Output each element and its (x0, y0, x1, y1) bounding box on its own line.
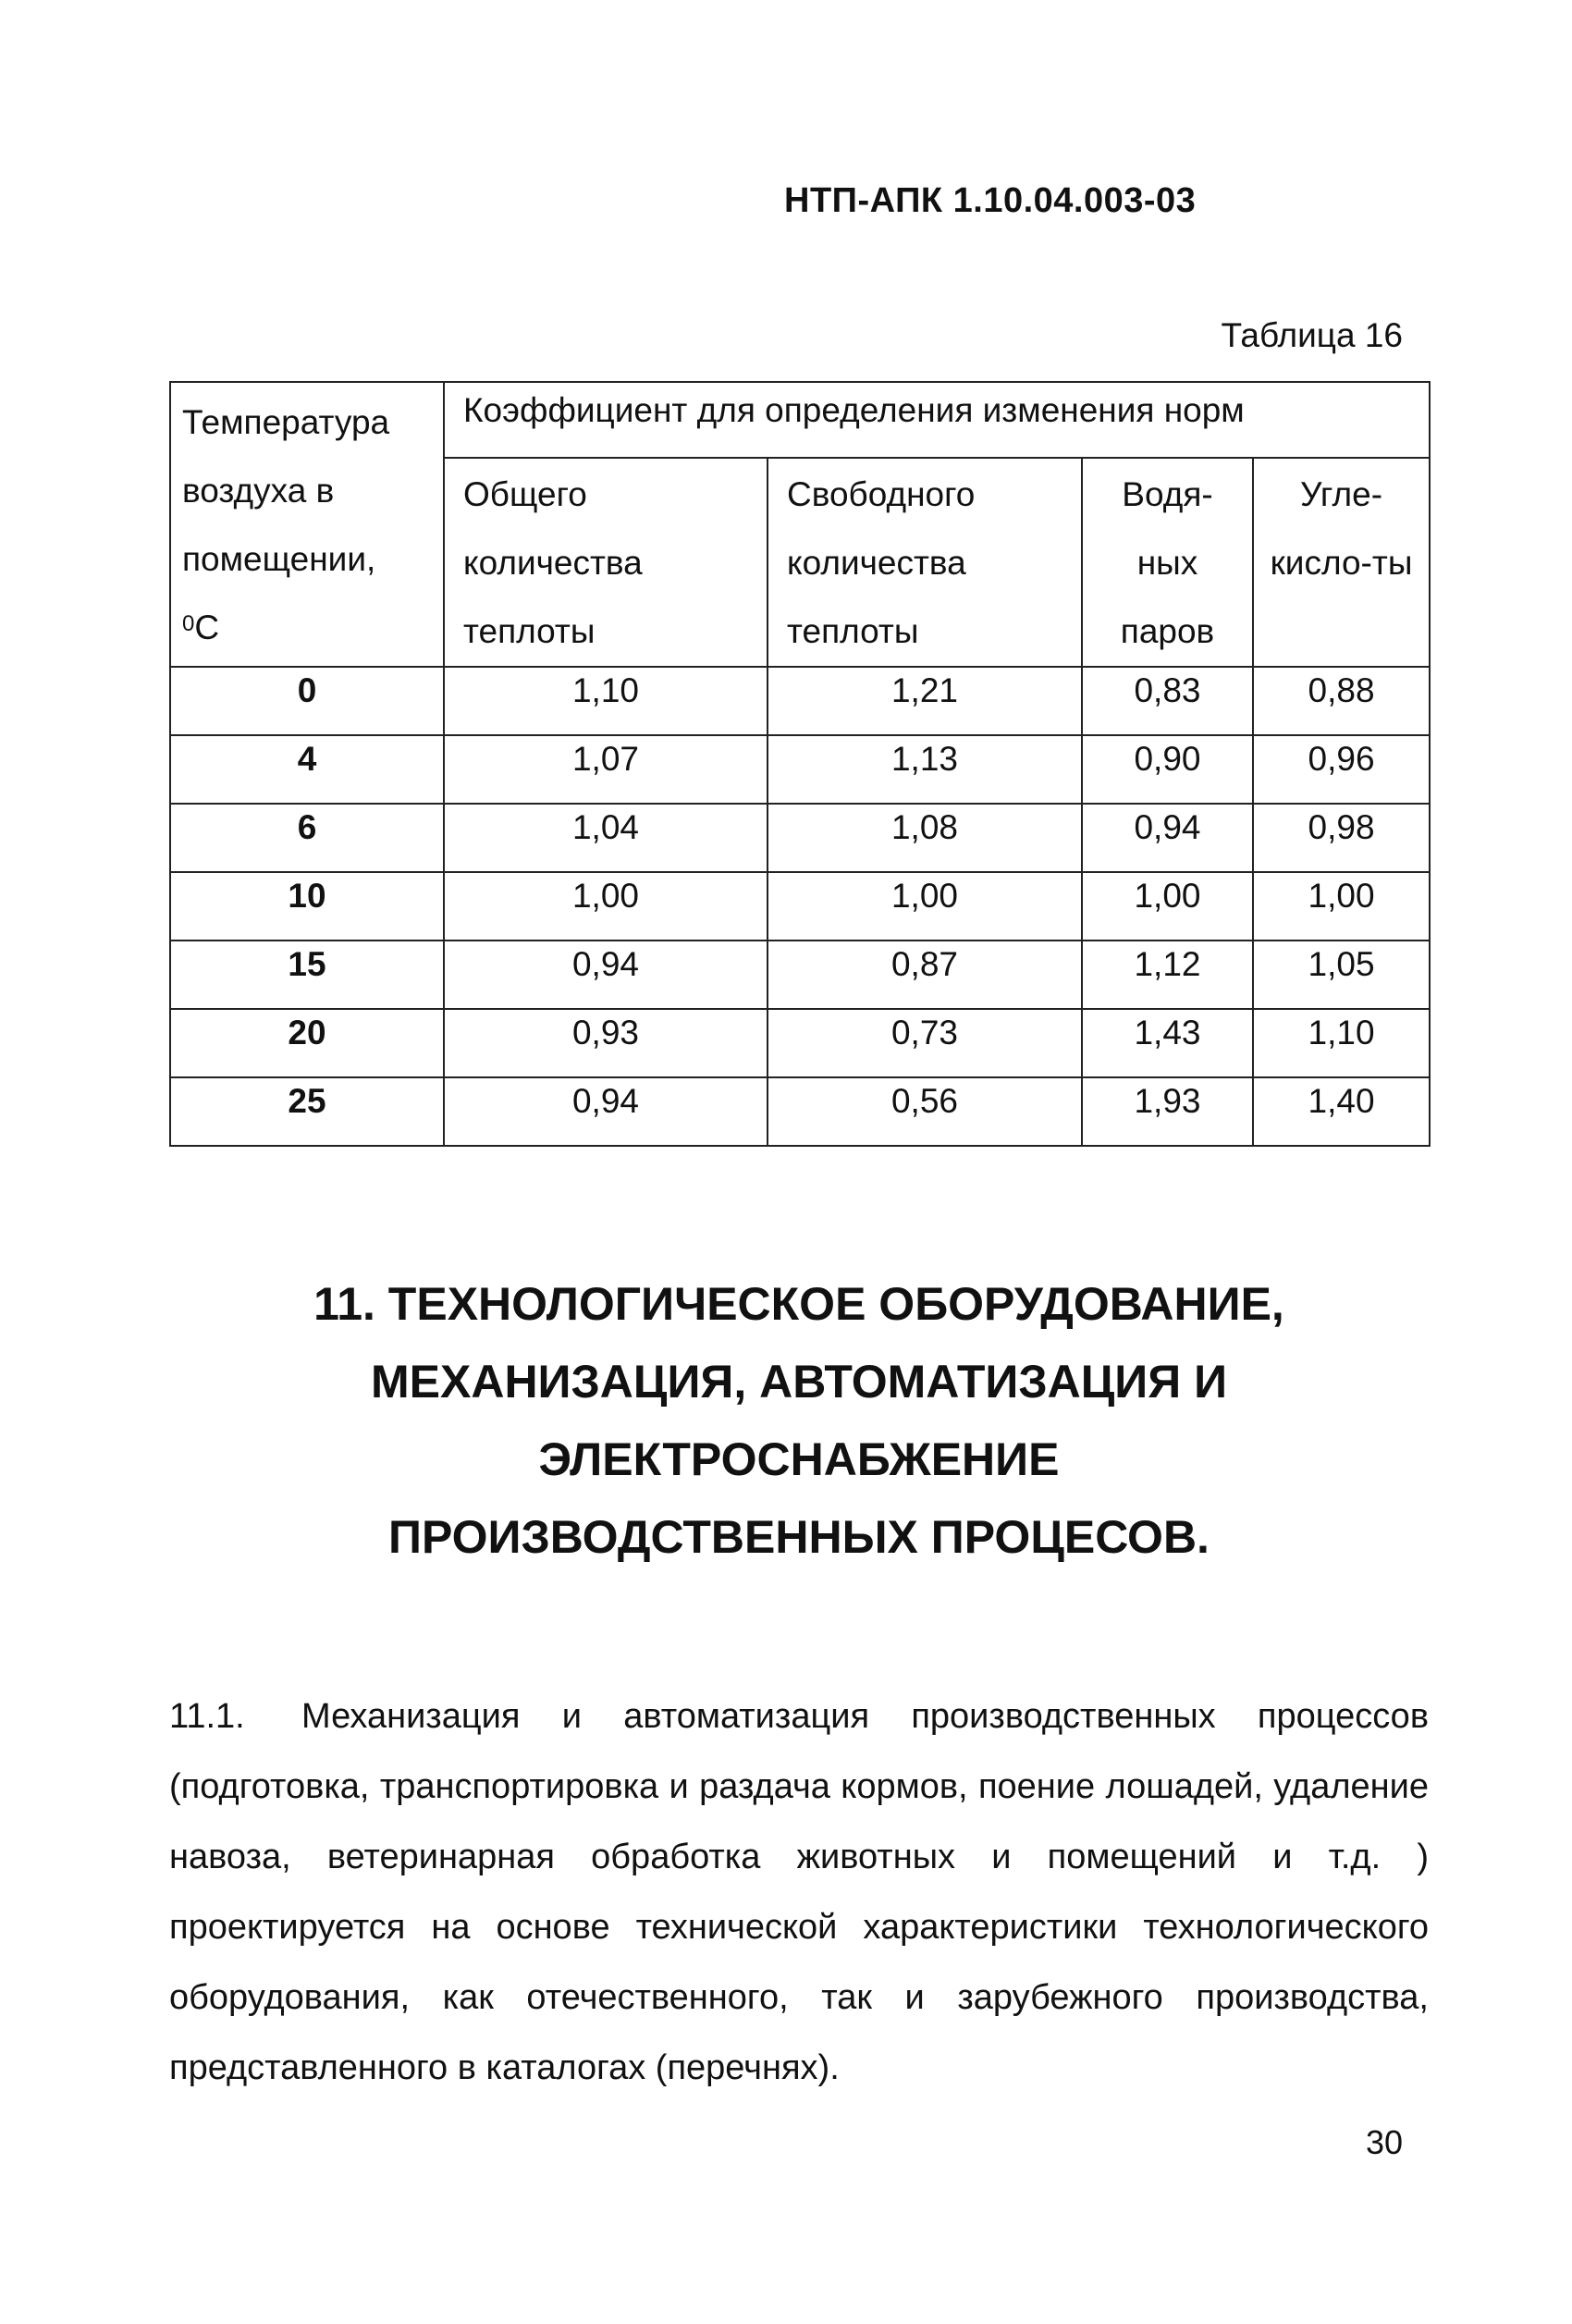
temperature-cell: 15 (170, 941, 444, 1009)
table-row (170, 735, 1430, 804)
total-heat-cell: 1,00 (444, 872, 768, 941)
coefficient-group-header: Коэффициент для определения изменения норм (444, 382, 1430, 458)
carbon-dioxide-cell: 0,88 (1253, 667, 1430, 735)
subheader-water-vapor: Водя-ных паров (1082, 458, 1253, 667)
carbon-dioxide-cell: 1,00 (1253, 872, 1430, 941)
degree-superscript: 0 (182, 611, 195, 636)
section-title-line: ПРОИЗВОДСТВЕННЫХ ПРОЦЕСОВ. (388, 1511, 1210, 1563)
free-heat-cell: 0,87 (768, 941, 1082, 1009)
free-heat-cell: 1,21 (768, 667, 1082, 735)
subheader-carbon-dioxide: Угле-кисло-ты (1253, 458, 1430, 667)
section-title (169, 1265, 1429, 1576)
carbon-dioxide-cell: 1,05 (1253, 941, 1430, 1009)
total-heat-cell: 0,94 (444, 1077, 768, 1146)
celsius-unit: С (194, 609, 220, 646)
water-vapor-cell: 0,94 (1082, 804, 1253, 872)
total-heat-cell: 0,93 (444, 1009, 768, 1077)
free-heat-cell: 1,13 (768, 735, 1082, 804)
temperature-cell: 6 (170, 804, 444, 872)
paragraph-11-1 (169, 1681, 1429, 2103)
page-number: 30 (1365, 2123, 1403, 2161)
water-vapor-cell: 1,00 (1082, 872, 1253, 941)
temperature-cell: 25 (170, 1077, 444, 1146)
subheader-total-heat: Общего количества теплоты (444, 458, 768, 667)
free-heat-cell: 0,56 (768, 1077, 1082, 1146)
water-vapor-cell: 1,93 (1082, 1077, 1253, 1146)
table-row (170, 667, 1430, 735)
carbon-dioxide-cell: 1,40 (1253, 1077, 1430, 1146)
total-heat-cell: 1,07 (444, 735, 768, 804)
carbon-dioxide-cell: 0,98 (1253, 804, 1430, 872)
free-heat-cell: 1,00 (768, 872, 1082, 941)
water-vapor-cell: 1,12 (1082, 941, 1253, 1009)
coefficients-table (169, 381, 1431, 1147)
temperature-cell: 20 (170, 1009, 444, 1077)
paragraph-number: 11.1. (169, 1697, 245, 1736)
free-heat-cell: 1,08 (768, 804, 1082, 872)
section-title-line: МЕХАНИЗАЦИЯ, АВТОМАТИЗАЦИЯ И (370, 1356, 1228, 1408)
table-row (170, 941, 1430, 1009)
temperature-column-header: Температура воздуха в помещении, $^0$С (170, 382, 444, 667)
water-vapor-cell: 0,90 (1082, 735, 1253, 804)
total-heat-cell: 0,94 (444, 941, 768, 1009)
water-vapor-cell: 1,43 (1082, 1009, 1253, 1077)
table-caption: Таблица 16 (1221, 316, 1403, 354)
carbon-dioxide-cell: 1,10 (1253, 1009, 1430, 1077)
table-row (170, 1009, 1430, 1077)
temperature-cell: 4 (170, 735, 444, 804)
section-title-line: 11. ТЕХНОЛОГИЧЕСКОЕ ОБОРУДОВАНИЕ, (313, 1278, 1284, 1330)
total-heat-cell: 1,04 (444, 804, 768, 872)
total-heat-cell: 1,10 (444, 667, 768, 735)
temperature-cell: 10 (170, 872, 444, 941)
document-code: НТП-АПК 1.10.04.003-03 (784, 181, 1197, 220)
table-row (170, 1077, 1430, 1146)
table-row (170, 872, 1430, 941)
paragraph-text: Механизация и автоматизация производственных процессов (подготовка, транспортировка и раздача кормов, поение лошадей, удаление навоза, ветеринарная обработка животных и помещений и т.д. ) проектируется на основе технической характеристики технологического оборудования, как отечественного, так и зарубежного производства, представленного в каталогах (перечнях). (169, 1697, 1429, 2087)
table-row (170, 804, 1430, 872)
temperature-cell: 0 (170, 667, 444, 735)
carbon-dioxide-cell: 0,96 (1253, 735, 1430, 804)
section-title-line: ЭЛЕКТРОСНАБЖЕНИЕ (538, 1433, 1060, 1485)
water-vapor-cell: 0,83 (1082, 667, 1253, 735)
subheader-free-heat: Свободного количества теплоты (768, 458, 1082, 667)
table-header-row (170, 382, 1430, 458)
free-heat-cell: 0,73 (768, 1009, 1082, 1077)
